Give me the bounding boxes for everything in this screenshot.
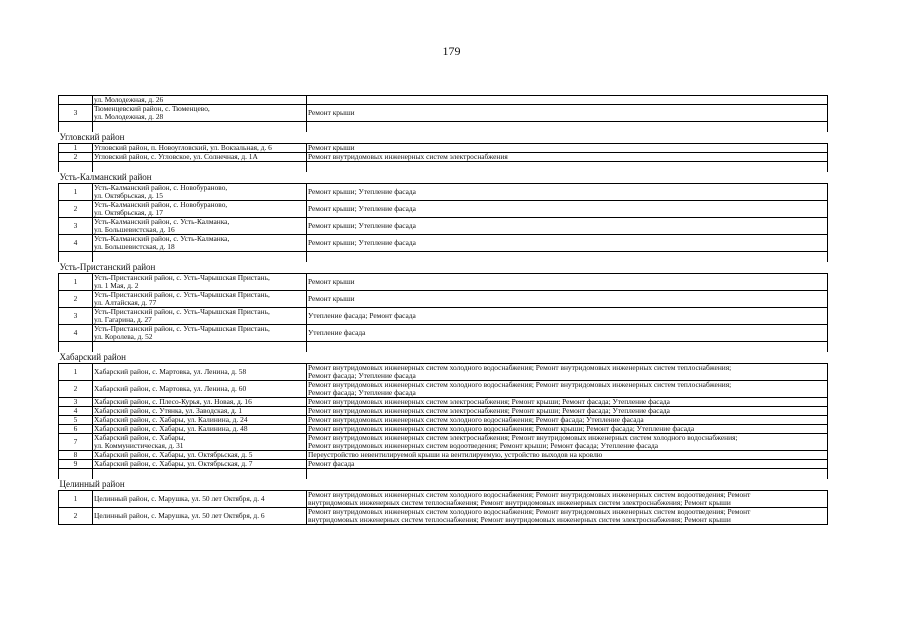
address-cell <box>93 235 307 252</box>
section-spacer <box>59 162 828 173</box>
work-line: Ремонт внутридомовых инженерных систем электроснабжения; Ремонт крыши; Ремонт фасада; Утепление фасада <box>308 397 670 406</box>
address-cell <box>93 291 307 308</box>
work-cell <box>307 451 828 460</box>
address-line: Хабарский район, с. Хабары, <box>94 433 186 442</box>
table-row <box>59 398 828 407</box>
address-line: Усть-Калманский район, с. Усть-Калманка, <box>94 234 230 243</box>
work-line: Ремонт внутридомовых инженерных систем холодного водоснабжения; Ремонт фасада; Утепление фасада <box>308 415 644 424</box>
work-line: Ремонт внутридомовых инженерных систем холодного водоснабжения; Ремонт внутридомовых инженерных систем теплоснабжения; <box>308 363 732 372</box>
work-cell <box>307 364 828 381</box>
work-cell <box>307 434 828 451</box>
section-spacer <box>59 122 828 133</box>
address-cell <box>93 425 307 434</box>
address-line: ул. Молодежная, д. 28 <box>94 112 164 121</box>
address-cell <box>93 105 307 122</box>
table-row <box>59 491 828 508</box>
work-line: Ремонт внутридомовых инженерных систем холодного водоснабжения; Ремонт внутридомовых инженерных систем теплоснабжения; <box>308 380 732 389</box>
address-cell <box>93 491 307 508</box>
section-spacer <box>59 252 828 263</box>
address-line: ул. Большевистская, д. 18 <box>94 242 175 251</box>
work-line: Утепление фасада; Ремонт фасада <box>308 311 416 320</box>
row-number: 3 <box>59 308 93 325</box>
work-line: Ремонт внутридомовых инженерных систем холодного водоснабжения; Ремонт внутридомовых инженерных систем водоотведения; Ремонт <box>308 507 751 516</box>
row-number: 4 <box>59 407 93 416</box>
address-line: Хабарский район, с. Мартовка, ул. Ленина, д. 58 <box>94 367 247 376</box>
work-line: Ремонт внутридомовых инженерных систем электроснабжения; Ремонт внутридомовых инженерных систем холодного водоснабжения; <box>308 433 738 442</box>
table-row <box>59 144 828 153</box>
address-line: Хабарский район, с. Хабары, ул. Октябрьская, д. 7 <box>94 459 253 468</box>
work-cell <box>307 508 828 525</box>
table-row <box>59 416 828 425</box>
address-line: Хабарский район, с. Плесо-Курья, ул. Новая, д. 16 <box>94 397 252 406</box>
work-line: Ремонт внутридомовых инженерных систем электроснабжения <box>308 152 508 161</box>
address-cell <box>93 460 307 469</box>
work-line: внутридомовых инженерных систем теплоснабжения; Ремонт внутридомовых инженерных систем электроснабжения; Ремонт крыши <box>308 515 731 524</box>
address-line: ул. Большевистская, д. 16 <box>94 225 175 234</box>
address-cell <box>93 308 307 325</box>
district-name: Хабарский район <box>59 352 126 362</box>
work-cell <box>307 381 828 398</box>
table-row <box>59 218 828 235</box>
table-row <box>59 96 828 105</box>
table-row <box>59 291 828 308</box>
work-cell <box>307 325 828 342</box>
row-number: 1 <box>59 144 93 153</box>
work-cell <box>307 491 828 508</box>
district-header <box>59 479 828 491</box>
row-number: 2 <box>59 153 93 162</box>
work-cell <box>307 153 828 162</box>
row-number: 4 <box>59 325 93 342</box>
address-cell <box>93 381 307 398</box>
address-cell <box>93 274 307 291</box>
address-line: Хабарский район, с. Хабары, ул. Калинина, д. 24 <box>94 415 248 424</box>
work-line: внутридомовых инженерных систем теплоснабжения; Ремонт внутридомовых инженерных систем электроснабжения; Ремонт крыши <box>308 498 731 507</box>
table-row <box>59 451 828 460</box>
work-cell <box>307 184 828 201</box>
work-line: Переустройство невентилируемой крыши на вентилируемую, устройство выходов на кровлю <box>308 450 603 459</box>
table-row <box>59 508 828 525</box>
work-cell <box>307 398 828 407</box>
address-line: ул. Алтайская, д. 77 <box>94 298 157 307</box>
address-line: Целинный район, с. Марушка, ул. 50 лет Октября, д. 6 <box>94 511 265 520</box>
address-line: Усть-Пристанский район, с. Усть-Чарышская Пристань, <box>94 324 270 333</box>
table-row <box>59 308 828 325</box>
table-row <box>59 460 828 469</box>
district-header <box>59 262 828 274</box>
work-cell <box>307 416 828 425</box>
address-line: Тюменцевский район, с. Тюменцево, <box>94 104 210 113</box>
address-cell <box>93 184 307 201</box>
address-line: Угловский район, п. Новоугловский, ул. Вокзальная, д. 6 <box>94 143 272 152</box>
row-number: 1 <box>59 364 93 381</box>
table-row <box>59 105 828 122</box>
row-number: 2 <box>59 381 93 398</box>
table-row <box>59 201 828 218</box>
address-line: ул. 1 Мая, д. 2 <box>94 281 139 290</box>
row-number: 5 <box>59 416 93 425</box>
row-number: 3 <box>59 105 93 122</box>
row-number: 1 <box>59 184 93 201</box>
address-line: Целинный район, с. Марушка, ул. 50 лет Октября, д. 4 <box>94 494 265 503</box>
address-cell <box>93 96 307 105</box>
work-cell <box>307 235 828 252</box>
table-row <box>59 153 828 162</box>
work-cell <box>307 425 828 434</box>
table-row <box>59 434 828 451</box>
row-number: 1 <box>59 274 93 291</box>
work-line: Ремонт крыши <box>308 108 355 117</box>
district-name: Угловский район <box>59 132 125 142</box>
row-number: 7 <box>59 434 93 451</box>
address-cell <box>93 325 307 342</box>
page-number: 179 <box>442 44 461 58</box>
address-cell <box>93 144 307 153</box>
address-cell <box>93 508 307 525</box>
address-line: Хабарский район, с. Мартовка, ул. Ленина, д. 60 <box>94 384 247 393</box>
district-name: Целинный район <box>59 479 125 489</box>
row-number: 2 <box>59 201 93 218</box>
work-line: Ремонт внутридомовых инженерных систем холодного водоснабжения; Ремонт крыши; Ремонт фасада; Утепление фасада <box>308 424 695 433</box>
work-line: Ремонт фасада; Утепление фасада <box>308 371 416 380</box>
work-line: Ремонт крыши; Утепление фасада <box>308 187 416 196</box>
address-cell <box>93 201 307 218</box>
address-cell <box>93 407 307 416</box>
work-cell <box>307 144 828 153</box>
table-row <box>59 274 828 291</box>
row-number: 6 <box>59 425 93 434</box>
work-cell <box>307 308 828 325</box>
address-line: Усть-Калманский район, с. Усть-Калманка, <box>94 217 230 226</box>
table-row <box>59 325 828 342</box>
row-number: 2 <box>59 508 93 525</box>
row-number: 9 <box>59 460 93 469</box>
work-line: Ремонт крыши; Утепление фасада <box>308 221 416 230</box>
table-row <box>59 235 828 252</box>
district-header <box>59 352 828 364</box>
address-line: Хабарский район, с. Утянка, ул. Заводская, д. 1 <box>94 406 243 415</box>
row-number: 3 <box>59 398 93 407</box>
address-cell <box>93 451 307 460</box>
address-cell <box>93 153 307 162</box>
address-line: ул. Гагарина, д. 27 <box>94 315 152 324</box>
work-line: Ремонт крыши <box>308 143 355 152</box>
work-cell <box>307 105 828 122</box>
work-cell <box>307 96 828 105</box>
address-cell <box>93 218 307 235</box>
table-row <box>59 425 828 434</box>
work-cell <box>307 201 828 218</box>
address-line: Усть-Пристанский район, с. Усть-Чарышская Пристань, <box>94 273 270 282</box>
works-table-container <box>58 95 827 525</box>
work-cell <box>307 274 828 291</box>
works-table <box>58 95 828 525</box>
district-name: Усть-Пристанский район <box>59 262 156 272</box>
table-row <box>59 381 828 398</box>
work-line: Ремонт внутридомовых инженерных систем электроснабжения; Ремонт крыши; Ремонт фасада; Утепление фасада <box>308 406 670 415</box>
address-line: Хабарский район, с. Хабары, ул. Калинина, д. 48 <box>94 424 248 433</box>
address-line: Хабарский район, с. Хабары, ул. Октябрьская, д. 5 <box>94 450 253 459</box>
address-line: ул. Октябрьская, д. 17 <box>94 208 163 217</box>
work-line: Ремонт крыши; Утепление фасада <box>308 204 416 213</box>
work-line: Ремонт фасада <box>308 459 355 468</box>
row-number: 4 <box>59 235 93 252</box>
address-line: Усть-Калманский район, с. Новобураново, <box>94 183 228 192</box>
address-line: ул. Коммунистическая, д. 31 <box>94 441 184 450</box>
address-line: Усть-Пристанский район, с. Усть-Чарышская Пристань, <box>94 307 270 316</box>
section-spacer <box>59 342 828 353</box>
row-number: 8 <box>59 451 93 460</box>
work-line: Ремонт крыши; Утепление фасада <box>308 238 416 247</box>
address-line: ул. Молодежная, д. 26 <box>94 95 164 104</box>
work-line: Ремонт внутридомовых инженерных систем водоотведения; Ремонт крыши; Ремонт фасада; Утепление фасада <box>308 441 659 450</box>
works-table-body <box>59 96 828 525</box>
address-cell <box>93 364 307 381</box>
address-line: ул. Королева, д. 52 <box>94 332 153 341</box>
table-row <box>59 364 828 381</box>
table-row <box>59 407 828 416</box>
section-spacer <box>59 469 828 480</box>
work-line: Утепление фасада <box>308 328 366 337</box>
address-cell <box>93 416 307 425</box>
work-line: Ремонт внутридомовых инженерных систем холодного водоснабжения; Ремонт внутридомовых инженерных систем водоотведения; Ремонт <box>308 490 751 499</box>
work-cell <box>307 291 828 308</box>
table-row <box>59 184 828 201</box>
work-line: Ремонт фасада; Утепление фасада <box>308 388 416 397</box>
row-number: 2 <box>59 291 93 308</box>
address-line: Угловский район, с. Угловское, ул. Солнечная, д. 1А <box>94 152 258 161</box>
district-header <box>59 132 828 144</box>
work-line: Ремонт крыши <box>308 277 355 286</box>
address-cell <box>93 398 307 407</box>
row-number: 1 <box>59 491 93 508</box>
row-number: 3 <box>59 218 93 235</box>
work-line: Ремонт крыши <box>308 294 355 303</box>
row-number <box>59 96 93 105</box>
work-cell <box>307 218 828 235</box>
district-name: Усть-Калманский район <box>59 172 152 182</box>
address-line: Усть-Пристанский район, с. Усть-Чарышская Пристань, <box>94 290 270 299</box>
district-header <box>59 172 828 184</box>
address-line: ул. Октябрьская, д. 15 <box>94 191 163 200</box>
address-line: Усть-Калманский район, с. Новобураново, <box>94 200 228 209</box>
work-cell <box>307 460 828 469</box>
address-cell <box>93 434 307 451</box>
work-cell <box>307 407 828 416</box>
